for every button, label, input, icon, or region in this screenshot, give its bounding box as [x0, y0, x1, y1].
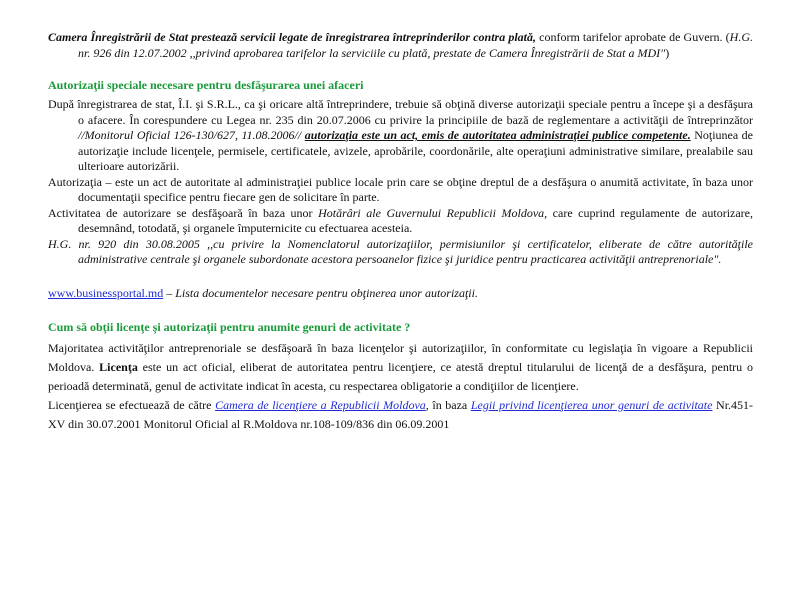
lic-p1-bold: Licenţa	[99, 360, 138, 374]
auth-p3-text-b: care cuprind regulamente de autorizare, desemnând, totodată, şi organele împuternicite cu efectuarea acesteia.	[78, 205, 754, 235]
auth-p1-text-b: Noţiunea de autorizaţie include licenţele, permisele, certificatele, avizele, aprobările, coordonările, alte operaţiuni administrative similare, prealabile sau ulterioare autorizării.	[78, 128, 753, 173]
lic-p2-text-b: Nr.451-XV din 30.07.2001 Monitorul Oficial al R.Moldova nr.108-109/836 din 06.09.2001	[48, 398, 754, 431]
lic-p2-mid: , în baza	[425, 398, 471, 412]
intro-close: )	[665, 45, 670, 60]
lic-p1-text-b: este un act oficial, eliberat de autoritatea pentru licenţiere, ce atestă dreptul titularului de licenţă de a desfăşura, pentru o perioadă determinată, genul de activitate indicat în acesta, cu respectarea obligatorie a condiţiilor de licenţiere.	[48, 360, 753, 393]
authorizations-paragraph-1	[48, 97, 753, 175]
auth-p3-text-a: Activitatea de autorizare se desfăşoară în baza unor	[48, 205, 319, 220]
businessportal-link[interactable]: www.businessportal.md	[48, 285, 164, 300]
portal-line	[48, 286, 753, 302]
auth-p3-italic: Hotărâri ale Guvernului Republicii Moldova,	[318, 205, 548, 220]
intro-text: conform tarifelor aprobate de Guvern. (	[536, 30, 730, 44]
authorizations-paragraph-3	[48, 206, 753, 237]
auth-p1-reference: //Monitorul Oficial 126-130/627, 11.08.2006//	[78, 128, 302, 142]
lic-p2-text-a: Licenţierea se efectuează de către	[48, 398, 216, 412]
auth-p1-text-a: După înregistrarea de stat, Î.I. şi S.R.L., ca şi oricare altă întreprindere, trebuie să obţină diverse autorizaţii speciale pentru a începe şi a desfăşura o afacere. În corespundere cu Legea nr. 235 din 20.07.2006 cu privire la principiile de bază de reglementare a activităţii de întreprinzător	[48, 97, 753, 127]
licenses-paragraph-1	[48, 339, 753, 396]
lege-licentiere-link[interactable]: Legii privind licenţierea unor genuri de activitate	[470, 398, 713, 412]
intro-paragraph	[48, 30, 753, 61]
portal-text: – Lista documentelor necesare pentru obţinerea unor autorizaţii.	[163, 285, 478, 300]
authorizations-paragraph-4: H.G. nr. 920 din 30.08.2005 ,,cu privire la Nomenclatorul autorizaţiilor, permisiunilor şi certificatelor, eliberate de către autorităţile administrative centrale şi organele subordonate acestora persoanelor fizice şi juridice pentru practicarea activităţii antreprenoriale".	[48, 236, 753, 266]
auth-p1-definition: autorizaţia este un act, emis de autoritatea administraţiei publice competente.	[304, 128, 691, 142]
licenses-paragraph-2	[48, 396, 753, 434]
section-heading-authorizations: Autorizaţii speciale necesare pentru desfăşurarea unei afaceri	[48, 78, 364, 92]
document-page	[48, 30, 753, 434]
authorizations-paragraph-2: Autorizaţia – este un act de autoritate al administraţiei publice locale prin care se obţine dreptul de a desfăşura o anumită activitate, în baza unor documentaţii specifice pentru fiecare gen de solicitare în parte.	[48, 174, 753, 204]
section-heading-licenses: Cum să obţii licenţe şi autorizaţii pentru anumite genuri de activitate ?	[48, 320, 411, 334]
camera-licentiere-link[interactable]: Camera de licenţiere a Republicii Moldova	[215, 398, 426, 412]
lic-p1-text-a: Majoritatea activităţilor antreprenoriale se desfăşoară în baza licenţelor şi autorizaţiilor, în conformitate cu legislaţia în vigoare a Republicii Moldova.	[48, 341, 753, 374]
intro-reference: H.G. nr. 926 din 12.07.2002 ,,privind aprobarea tarifelor la serviciile cu plată, prestate de Camera Înregistrării de Stat a MDI"	[78, 30, 753, 60]
intro-lead: Camera Înregistrării de Stat prestează servicii legate de înregistrarea întreprinderilor contra plată,	[48, 30, 537, 44]
